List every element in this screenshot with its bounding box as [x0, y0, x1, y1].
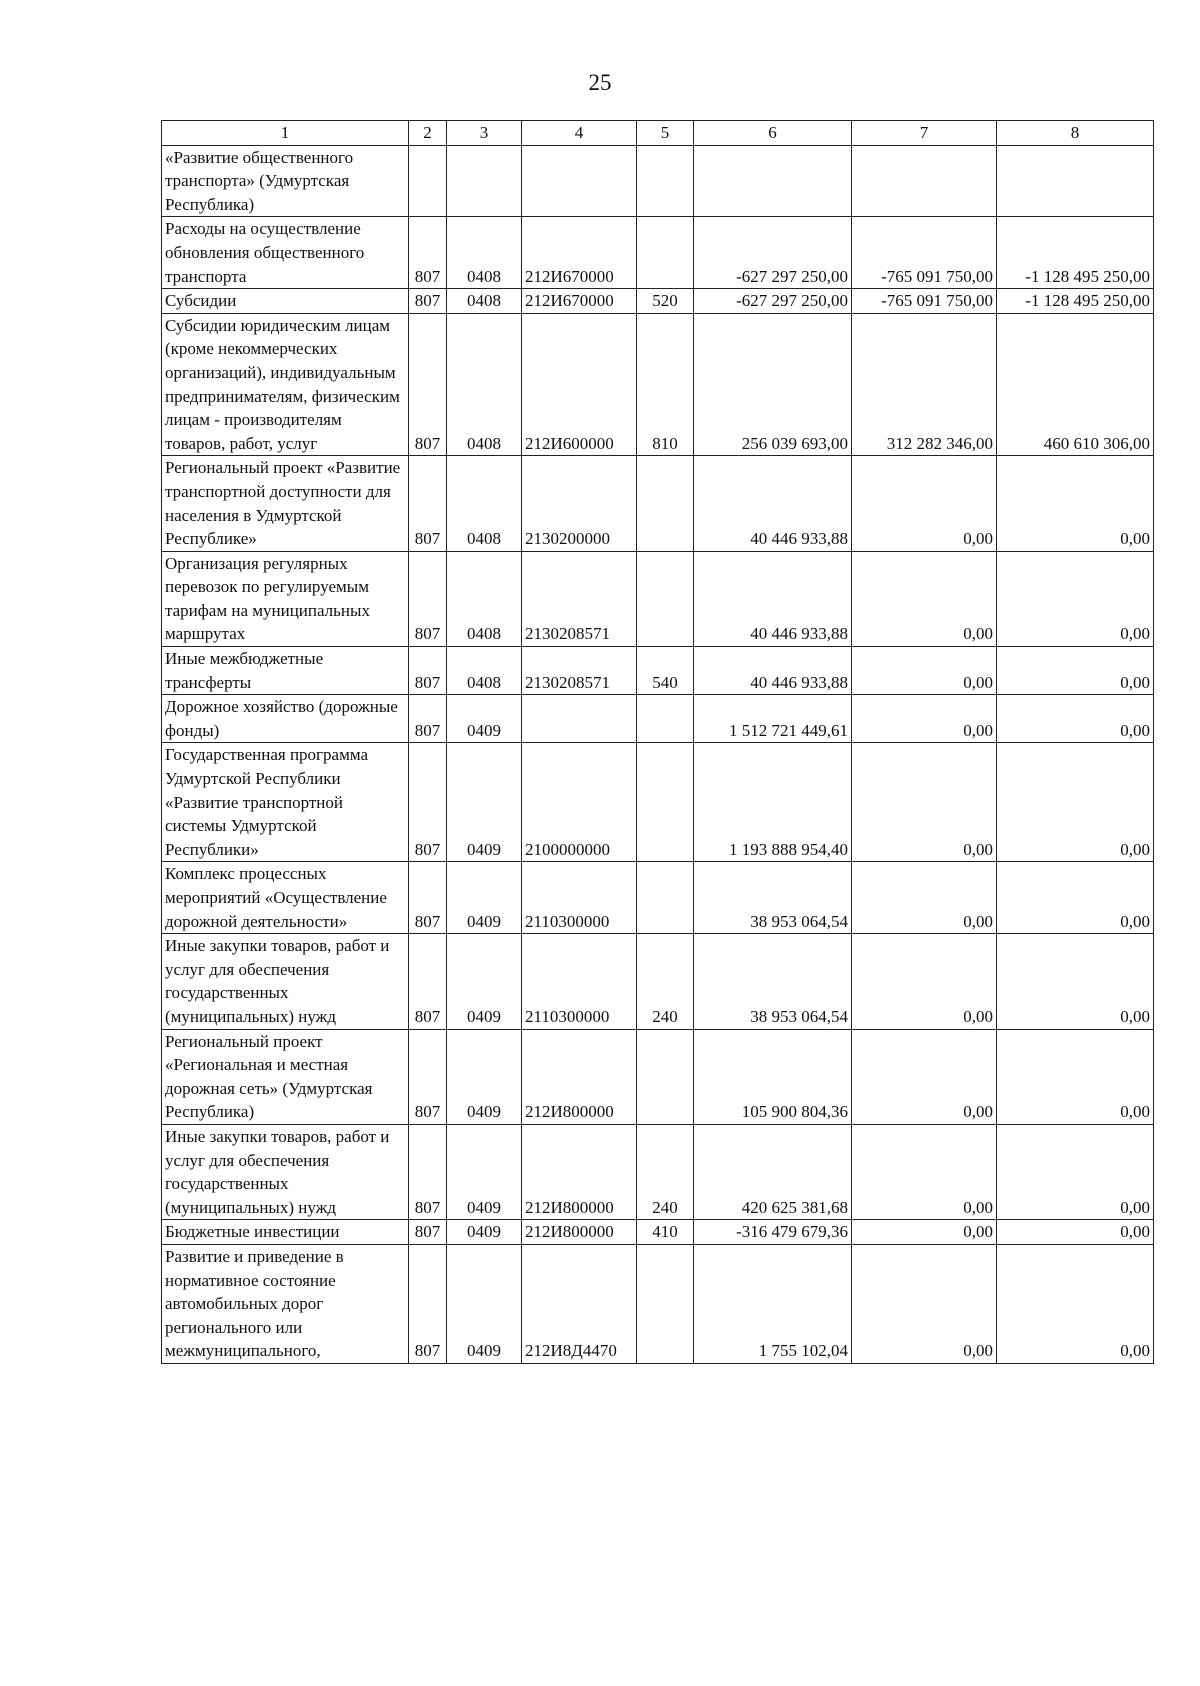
expense-type-cell	[637, 743, 694, 862]
amount-col7-cell: -765 091 750,00	[852, 217, 997, 289]
target-article-cell	[522, 695, 637, 743]
amount-col8-cell: 0,00	[997, 456, 1154, 551]
amount-col7-cell: 0,00	[852, 456, 997, 551]
section-cell: 0409	[447, 1244, 522, 1363]
amount-col8-cell: 0,00	[997, 934, 1154, 1029]
expense-type-cell	[637, 145, 694, 217]
section-cell	[447, 145, 522, 217]
amount-col7-cell: 0,00	[852, 1124, 997, 1219]
amount-col6-cell: 420 625 381,68	[694, 1124, 852, 1219]
amount-col7-cell: 0,00	[852, 1220, 997, 1245]
row-name-cell: Дорожное хозяйство (дорожные фонды)	[162, 695, 409, 743]
section-cell: 0409	[447, 1124, 522, 1219]
row-name-cell: «Развитие общественного транспорта» (Удмуртская Республика)	[162, 145, 409, 217]
section-cell: 0409	[447, 1029, 522, 1124]
amount-col8-cell: 460 610 306,00	[997, 313, 1154, 456]
amount-col8-cell: 0,00	[997, 862, 1154, 934]
table-row	[162, 934, 1154, 1029]
table-row	[162, 145, 1154, 217]
amount-col7-cell: -765 091 750,00	[852, 289, 997, 314]
amount-col7-cell: 0,00	[852, 695, 997, 743]
section-cell: 0409	[447, 743, 522, 862]
row-name-cell: Иные межбюджетные трансферты	[162, 647, 409, 695]
section-cell: 0409	[447, 862, 522, 934]
amount-col6-cell: 40 446 933,88	[694, 647, 852, 695]
expense-type-cell	[637, 456, 694, 551]
amount-col6-cell: 40 446 933,88	[694, 456, 852, 551]
row-name-cell: Субсидии юридическим лицам (кроме некоммерческих организаций), индивидуальным предпринимателям, физическим лицам - производителям товаров, работ, услуг	[162, 313, 409, 456]
expense-type-cell: 240	[637, 934, 694, 1029]
chapter-cell: 807	[409, 289, 447, 314]
row-name-cell: Государственная программа Удмуртской Республики «Развитие транспортной системы Удмуртской Республики»	[162, 743, 409, 862]
header-cell: 4	[522, 121, 637, 146]
chapter-cell: 807	[409, 313, 447, 456]
chapter-cell	[409, 145, 447, 217]
table-row	[162, 551, 1154, 646]
header-cell: 3	[447, 121, 522, 146]
chapter-cell: 807	[409, 934, 447, 1029]
expense-type-cell	[637, 695, 694, 743]
table-row	[162, 743, 1154, 862]
amount-col6-cell: 1 512 721 449,61	[694, 695, 852, 743]
chapter-cell: 807	[409, 1029, 447, 1124]
target-article-cell	[522, 145, 637, 217]
header-cell: 1	[162, 121, 409, 146]
chapter-cell: 807	[409, 456, 447, 551]
expense-type-cell: 410	[637, 1220, 694, 1245]
header-cell: 5	[637, 121, 694, 146]
target-article-cell: 2130200000	[522, 456, 637, 551]
amount-col8-cell: -1 128 495 250,00	[997, 289, 1154, 314]
chapter-cell: 807	[409, 647, 447, 695]
amount-col8-cell: 0,00	[997, 1124, 1154, 1219]
amount-col8-cell: 0,00	[997, 695, 1154, 743]
expense-type-cell	[637, 551, 694, 646]
amount-col6-cell: 38 953 064,54	[694, 934, 852, 1029]
table-row	[162, 1029, 1154, 1124]
chapter-cell: 807	[409, 551, 447, 646]
amount-col7-cell: 0,00	[852, 551, 997, 646]
amount-col6-cell: 1 193 888 954,40	[694, 743, 852, 862]
amount-col8-cell: 0,00	[997, 1244, 1154, 1363]
chapter-cell: 807	[409, 862, 447, 934]
row-name-cell: Развитие и приведение в нормативное состояние автомобильных дорог регионального или межмуниципального,	[162, 1244, 409, 1363]
section-cell: 0409	[447, 695, 522, 743]
section-cell: 0408	[447, 551, 522, 646]
header-cell: 6	[694, 121, 852, 146]
amount-col7-cell: 312 282 346,00	[852, 313, 997, 456]
row-name-cell: Иные закупки товаров, работ и услуг для обеспечения государственных (муниципальных) нужд	[162, 1124, 409, 1219]
chapter-cell: 807	[409, 1124, 447, 1219]
chapter-cell: 807	[409, 217, 447, 289]
table-row	[162, 647, 1154, 695]
row-name-cell: Бюджетные инвестиции	[162, 1220, 409, 1245]
row-name-cell: Организация регулярных перевозок по регулируемым тарифам на муниципальных маршрутах	[162, 551, 409, 646]
target-article-cell: 212И8Д4470	[522, 1244, 637, 1363]
table-row	[162, 456, 1154, 551]
expense-type-cell: 240	[637, 1124, 694, 1219]
row-name-cell: Комплекс процессных мероприятий «Осуществление дорожной деятельности»	[162, 862, 409, 934]
amount-col8-cell: 0,00	[997, 551, 1154, 646]
amount-col6-cell: -627 297 250,00	[694, 289, 852, 314]
row-name-cell: Иные закупки товаров, работ и услуг для обеспечения государственных (муниципальных) нужд	[162, 934, 409, 1029]
target-article-cell: 2130208571	[522, 647, 637, 695]
amount-col8-cell: 0,00	[997, 1029, 1154, 1124]
amount-col7-cell: 0,00	[852, 1029, 997, 1124]
expense-type-cell	[637, 1029, 694, 1124]
expense-type-cell	[637, 217, 694, 289]
section-cell: 0408	[447, 217, 522, 289]
target-article-cell: 2130208571	[522, 551, 637, 646]
expense-type-cell	[637, 862, 694, 934]
section-cell: 0408	[447, 289, 522, 314]
amount-col7-cell: 0,00	[852, 647, 997, 695]
amount-col8-cell: 0,00	[997, 743, 1154, 862]
target-article-cell: 212И670000	[522, 289, 637, 314]
table-row	[162, 695, 1154, 743]
amount-col6-cell: 1 755 102,04	[694, 1244, 852, 1363]
amount-col6-cell: 40 446 933,88	[694, 551, 852, 646]
header-cell: 7	[852, 121, 997, 146]
target-article-cell: 2100000000	[522, 743, 637, 862]
amount-col7-cell: 0,00	[852, 1244, 997, 1363]
amount-col8-cell: 0,00	[997, 1220, 1154, 1245]
section-cell: 0408	[447, 456, 522, 551]
amount-col7-cell	[852, 145, 997, 217]
target-article-cell: 2110300000	[522, 862, 637, 934]
table-row	[162, 289, 1154, 314]
amount-col7-cell: 0,00	[852, 934, 997, 1029]
expense-type-cell: 540	[637, 647, 694, 695]
amount-col6-cell	[694, 145, 852, 217]
table-row	[162, 217, 1154, 289]
chapter-cell: 807	[409, 1244, 447, 1363]
amount-col8-cell	[997, 145, 1154, 217]
target-article-cell: 212И670000	[522, 217, 637, 289]
header-cell: 8	[997, 121, 1154, 146]
section-cell: 0409	[447, 934, 522, 1029]
row-name-cell: Расходы на осуществление обновления общественного транспорта	[162, 217, 409, 289]
row-name-cell: Субсидии	[162, 289, 409, 314]
amount-col6-cell: 256 039 693,00	[694, 313, 852, 456]
budget-table	[161, 120, 1154, 1364]
target-article-cell: 212И800000	[522, 1220, 637, 1245]
table-row	[162, 1244, 1154, 1363]
header-row	[162, 121, 1154, 146]
target-article-cell: 212И800000	[522, 1029, 637, 1124]
table-body	[162, 121, 1154, 1364]
amount-col8-cell: -1 128 495 250,00	[997, 217, 1154, 289]
expense-type-cell: 810	[637, 313, 694, 456]
section-cell: 0408	[447, 647, 522, 695]
amount-col7-cell: 0,00	[852, 743, 997, 862]
amount-col6-cell: 38 953 064,54	[694, 862, 852, 934]
table-row	[162, 862, 1154, 934]
row-name-cell: Региональный проект «Региональная и местная дорожная сеть» (Удмуртская Республика)	[162, 1029, 409, 1124]
chapter-cell: 807	[409, 743, 447, 862]
target-article-cell: 212И800000	[522, 1124, 637, 1219]
header-cell: 2	[409, 121, 447, 146]
amount-col7-cell: 0,00	[852, 862, 997, 934]
amount-col6-cell: -316 479 679,36	[694, 1220, 852, 1245]
section-cell: 0409	[447, 1220, 522, 1245]
table-row	[162, 313, 1154, 456]
chapter-cell: 807	[409, 695, 447, 743]
table-row	[162, 1124, 1154, 1219]
expense-type-cell	[637, 1244, 694, 1363]
row-name-cell: Региональный проект «Развитие транспортной доступности для населения в Удмуртской Республике»	[162, 456, 409, 551]
page-number: 25	[588, 70, 612, 95]
target-article-cell: 2110300000	[522, 934, 637, 1029]
table-row	[162, 1220, 1154, 1245]
amount-col6-cell: -627 297 250,00	[694, 217, 852, 289]
chapter-cell: 807	[409, 1220, 447, 1245]
target-article-cell: 212И600000	[522, 313, 637, 456]
expense-type-cell: 520	[637, 289, 694, 314]
amount-col8-cell: 0,00	[997, 647, 1154, 695]
amount-col6-cell: 105 900 804,36	[694, 1029, 852, 1124]
section-cell: 0408	[447, 313, 522, 456]
